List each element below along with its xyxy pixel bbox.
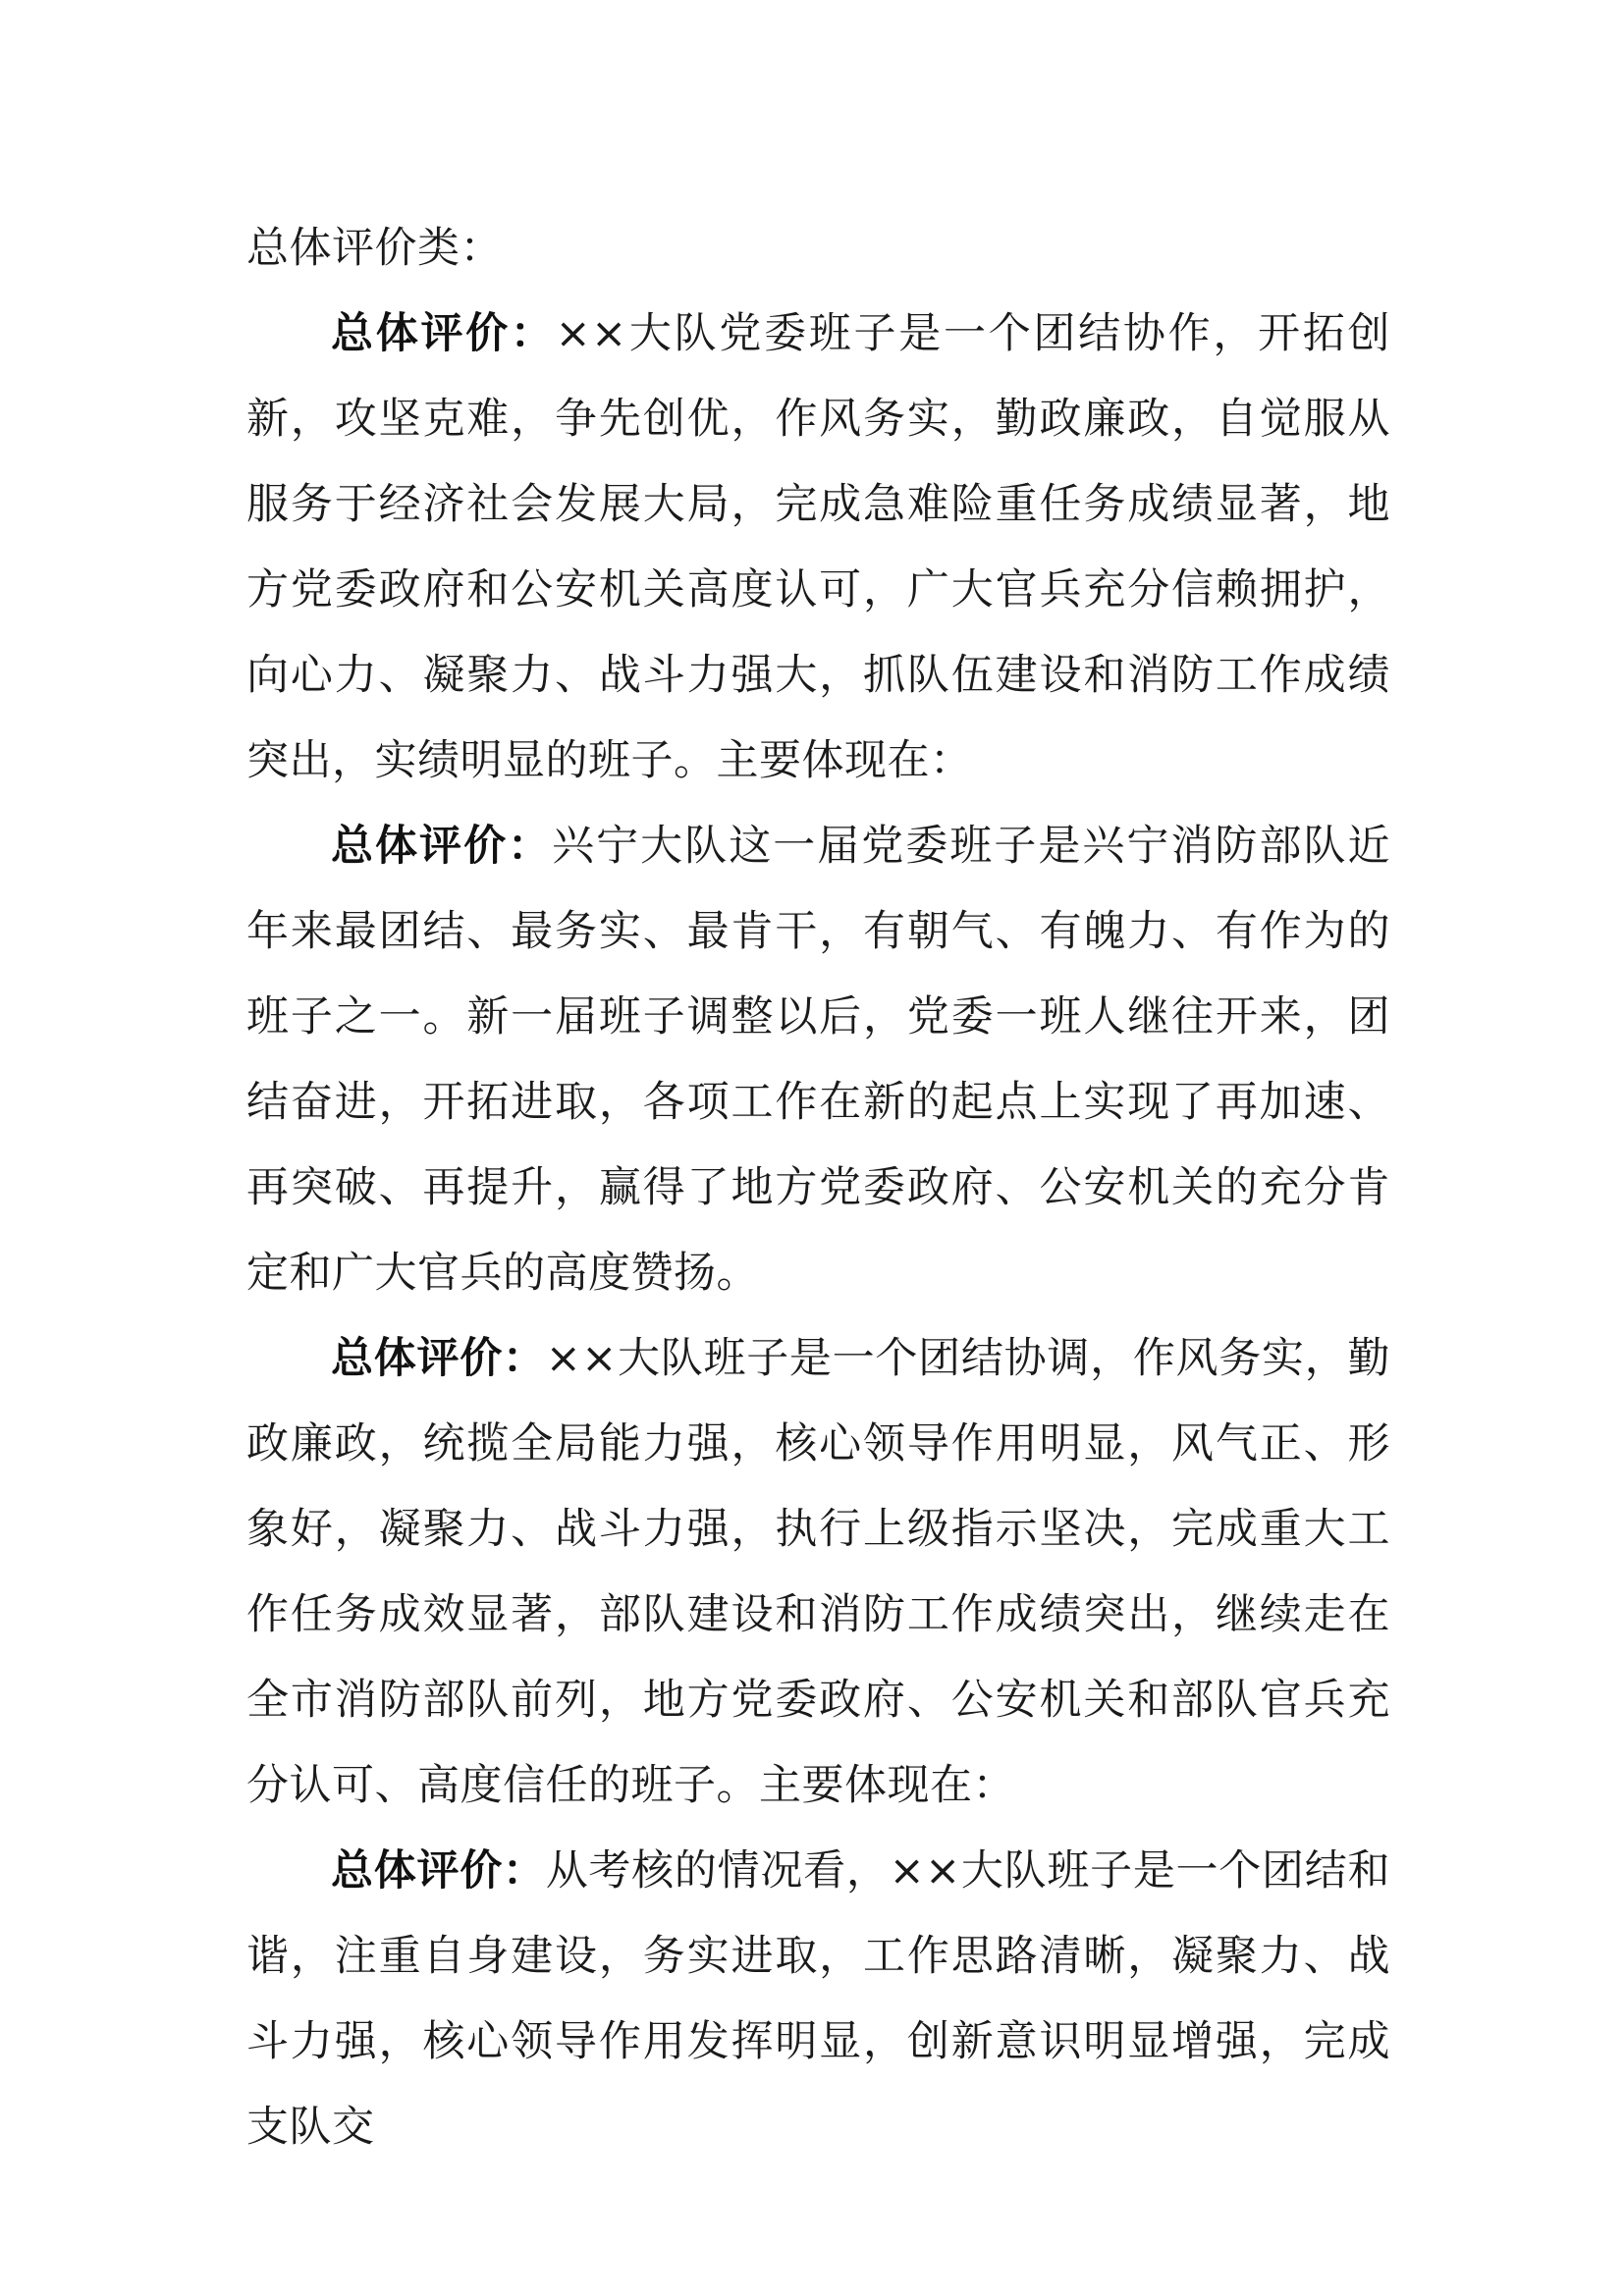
paragraph-text: 兴宁大队这一届党委班子是兴宁消防部队近年来最团结、最务实、最肯干，有朝气、有魄力、有作为的班子之一。新一届班子调整以后，党委一班人继往开来，团结奋进，开拓进取，各项工作在新的起点上实现了再加速、再突破、再提升，赢得了地方党委政府、公安机关的充分肯定和广大官兵的高度赞扬。 xyxy=(246,822,1391,1298)
evaluation-paragraph-4 xyxy=(246,1829,1390,2170)
paragraph-lead: 总体评价： xyxy=(331,309,556,358)
paragraph-text: 从考核的情况看，××大队班子是一个团结和谐，注重自身建设，务实进取，工作思路清晰，凝聚力、战斗力强，核心领导作用发挥明显，创新意识明显增强，完成支队交 xyxy=(246,1846,1391,2152)
paragraph-lead: 总体评价： xyxy=(331,1846,546,1896)
section-heading: 总体评价类： xyxy=(246,224,503,273)
evaluation-paragraph-1 xyxy=(246,292,1390,804)
paragraph-text: ××大队班子是一个团结协调，作风务实，勤政廉政，统揽全局能力强，核心领导作用明显，风气正、形象好，凝聚力、战斗力强，执行上级指示坚决，完成重大工作任务成效显著，部队建设和消防工作成绩突出，继续走在全市消防部队前列，地方党委政府、公安机关和部队官兵充分认可、高度信任的班子。主要体现在： xyxy=(246,1334,1391,1810)
document-body xyxy=(246,206,1390,2170)
paragraph-text: ××大队党委班子是一个团结协作，开拓创新，攻坚克难，争先创优，作风务实，勤政廉政，自觉服从服务于经济社会发展大局，完成急难险重任务成绩显著，地方党委政府和公安机关高度认可，广大官兵充分信赖拥护，向心力、凝聚力、战斗力强大，抓队伍建设和消防工作成绩突出，实绩明显的班子。主要体现在： xyxy=(246,309,1390,785)
paragraph-lead: 总体评价： xyxy=(331,1334,546,1383)
paragraph-lead: 总体评价： xyxy=(331,822,553,871)
evaluation-paragraph-3 xyxy=(246,1316,1390,1829)
evaluation-paragraph-2 xyxy=(246,804,1390,1316)
